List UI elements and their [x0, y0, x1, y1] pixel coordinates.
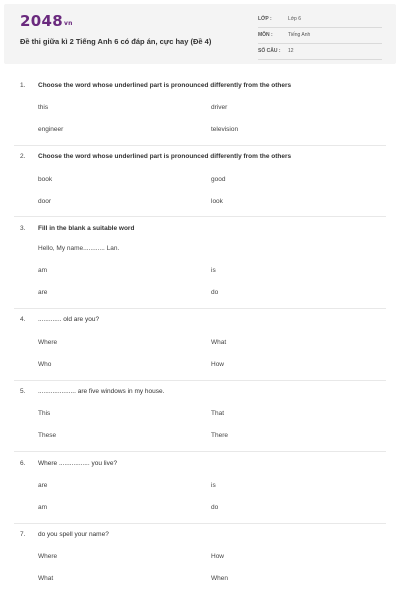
option-b[interactable]: driver [211, 104, 228, 111]
question-divider [14, 451, 386, 452]
meta-subject [258, 30, 382, 44]
question-number: 4. [20, 316, 26, 323]
meta-question-count [258, 46, 382, 60]
question-divider [14, 145, 386, 146]
question-number: 3. [20, 225, 26, 232]
question-number: 5. [20, 388, 26, 395]
question-text: Choose the word whose underlined part is pronounced differently from the others [38, 153, 292, 160]
option-d[interactable]: How [211, 361, 225, 368]
question-divider [14, 380, 386, 381]
meta-grade [258, 14, 382, 28]
meta-value: Lớp 6 [288, 16, 302, 22]
question-text: Fill in the blank a suitable word [38, 225, 135, 232]
site-logo[interactable] [20, 12, 73, 30]
logo-text: 2048 [20, 12, 63, 30]
option-b[interactable]: That [211, 410, 225, 417]
question-text: Where ................. you live? [38, 460, 118, 467]
logo-suffix: vn [63, 20, 73, 27]
option-c[interactable]: Who [38, 361, 52, 368]
question-text: ..................... are five windows in my house. [38, 388, 165, 395]
option-b[interactable]: What [211, 339, 227, 346]
option-d[interactable]: There [211, 432, 228, 439]
option-c[interactable]: am [38, 504, 48, 511]
option-a[interactable]: This [38, 410, 51, 417]
option-a[interactable]: book [38, 176, 53, 183]
option-b[interactable]: good [211, 176, 226, 183]
option-d[interactable]: When [211, 575, 228, 582]
option-b[interactable]: How [211, 553, 225, 560]
option-a[interactable]: Where [38, 339, 58, 346]
meta-value: Tiếng Anh [288, 32, 311, 38]
option-c[interactable]: are [38, 289, 48, 296]
question-number: 6. [20, 460, 26, 467]
option-b[interactable]: is [211, 267, 216, 274]
option-c[interactable]: What [38, 575, 54, 582]
option-c[interactable]: door [38, 198, 52, 205]
question-text: Choose the word whose underlined part is pronounced differently from the others [38, 82, 292, 89]
option-a[interactable]: Where [38, 553, 58, 560]
option-c[interactable]: These [38, 432, 57, 439]
option-a[interactable]: are [38, 482, 48, 489]
question-number: 1. [20, 82, 26, 89]
option-a[interactable]: this [38, 104, 49, 111]
meta-value: 12 [288, 48, 294, 54]
meta-label: MÔN : [258, 32, 273, 38]
option-b[interactable]: is [211, 482, 216, 489]
question-divider [14, 523, 386, 524]
option-d[interactable]: do [211, 289, 219, 296]
question-number: 2. [20, 153, 26, 160]
option-d[interactable]: look [211, 198, 223, 205]
question-sentence: Hello, My name............ Lan. [38, 245, 120, 252]
option-d[interactable]: do [211, 504, 219, 511]
meta-label: LỚP : [258, 16, 272, 22]
option-c[interactable]: engineer [38, 126, 64, 133]
question-divider [14, 216, 386, 217]
document-title: Đề thi giữa kì 2 Tiếng Anh 6 có đáp án, cực hay (Đề 4) [20, 37, 212, 46]
question-text: ............. old are you? [38, 316, 100, 323]
document-header [4, 4, 396, 64]
option-a[interactable]: am [38, 267, 48, 274]
meta-label: SỐ CÂU : [258, 48, 281, 54]
question-number: 7. [20, 531, 26, 538]
option-d[interactable]: television [211, 126, 239, 133]
question-text: do you spell your name? [38, 531, 109, 538]
question-divider [14, 308, 386, 309]
